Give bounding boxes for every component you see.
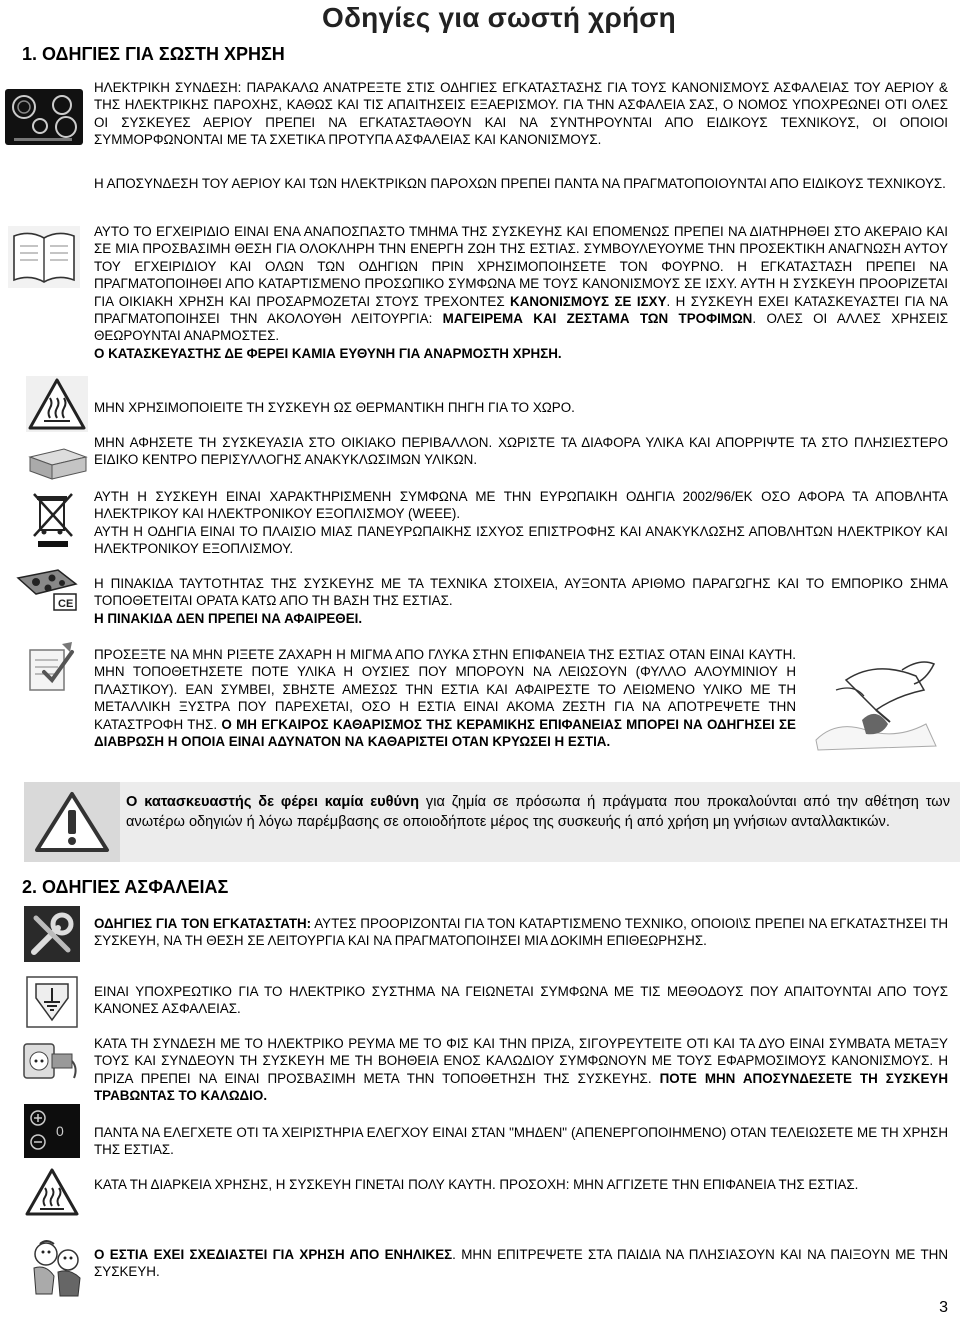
notice-bold: Ο κατασκευαστής δε φέρει καμία ευθύνη	[126, 794, 420, 810]
s1-p1: ΗΛΕΚΤΡΙΚΗ ΣΥΝΔΕΣΗ: ΠΑΡΑΚΑΛΩ ΑΝΑΤΡΕΞΤΕ ΣΤΙΣ ΟΔΗΓΙΕΣ ΕΓΚΑΤΑΣΤΑΣΗΣ ΓΙΑ ΤΟΥΣ ΚΑΝΟΝΙΣΜΟΥΣ ΑΣΦΑΛΕΙΑΣ ΤΟΥ ΑΕΡΙΟΥ & ΤΗΣ ΗΛΕΚΤΡΙΚΗΣ ΠΑΡΟΧΗΣ, ΚΑΘΩΣ ΚΑΙ ΤΙΣ ΑΠΑΙΤΗΣΕΙΣ ΕΞΑΕΡΙΣΜΟΥ. ΓΙΑ ΤΗΝ ΑΣΦΑΛΕΙΑ ΣΑΣ, Ο ΝΟΜΟΣ ΥΠΟΧΡΕΩΝΕΙ ΟΤΙ ΟΛΕΣ ΟΙ ΣΥΣΚΕΥΕΣ ΑΕΡΙΟΥ ΠΡΕΠΕΙ ΝΑ ΕΓΚΑΤΑΣΤΑΘΟΥΝ ΚΑΙ ΝΑ ΣΥΝΤΗΡΟΥΝΤΑΙ ΑΠΟ ΕΙΔΙΚΟΥΣ ΤΕΧΝΙΚΟΥΣ, ΟΙ ΟΠΟΙΟΙ ΣΥΜΜΟΡΦΩΝΟΝΤΑΙ ΜΕ ΤΑ ΣΧΕΤΙΚΑ ΠΡΟΤΥΠΑ ΑΣΦΑΛΕΙΑΣ ΚΑΙ ΚΑΝΟΝΙΣΜΟΥΣ.	[94, 80, 948, 148]
s2-installer	[94, 915, 948, 950]
s1-p2f: Ο ΚΑΤΑΣΚΕΥΑΣΤΗΣ ΔΕ ΦΕΡΕΙ ΚΑΜΙΑ ΕΥΘΥΝΗ ΓΙΑ ΑΝΑΡΜΟΣΤΗ ΧΡΗΣΗ.	[94, 345, 562, 361]
s2-p3a: ΚΑΤΑ ΤΗ ΣΥΝΔΕΣΗ ΜΕ ΤΟ ΗΛΕΚΤΡΙΚΟ ΡΕΥΜΑ ΜΕ ΤΟ ΦΙΣ ΚΑΙ ΤΗΝ ΠΡΙΖΑ, ΣΙΓΟΥΡΕΥΤΕΙΤΕ ΟΤΙ ΚΑΙ ΤΑ ΔΥΟ ΕΙΝΑΙ ΣΥΜΒΑΤΑ ΜΕΤΑΞΥ ΤΟΥΣ ΚΑΙ ΣΥΝΔΕΟΥΝ ΤΗ ΣΥΣΚΕΥΗ ΜΕ ΤΗ ΒΟΗΘΕΙΑ ΕΝΟΣ ΚΑΛΩΔΙΟΥ ΣΥΜΦΩΝΟΥΝ ΜΕ ΤΟΥΣ ΕΦΑΡΜΟΣΙΜΟΥΣ ΚΑΝΟΝΙΣΜΟΥΣ. Η ΠΡΙΖΑ ΠΡΕΠΕΙ ΝΑ ΕΙΝΑΙ ΠΡΟΣΒΑΣΙΜΗ ΜΕΤΑ ΤΗΝ ΤΟΠΟΘΕΤΗΣΗ ΤΗΣ ΣΥΣΚΕΥΗΣ.	[94, 1036, 948, 1086]
s1-no-heating: ΜΗΝ ΧΡΗΣΙΜΟΠΟΙΕΙΤΕ ΤΗ ΣΥΣΚΕΥΗ ΩΣ ΘΕΡΜΑΝΤΙΚΗ ΠΗΓΗ ΓΙΑ ΤΟ ΧΩΡΟ.	[94, 400, 575, 415]
control-knobs-icon	[24, 1104, 80, 1158]
s2-plug	[94, 1035, 948, 1105]
svg-text:CE: CE	[58, 598, 74, 610]
s1-disconnection: Η ΑΠΟΣΥΝΔΕΣΗ ΤΟΥ ΑΕΡΙΟΥ ΚΑΙ ΤΩΝ ΗΛΕΚΤΡΙΚΩΝ ΠΑΡΟΧΩΝ ΠΡΕΠΕΙ ΠΑΝΤΑ ΝΑ ΠΡΑΓΜΑΤΟΠΟΙΟΥΝΤΑΙ ΑΠΟ ΕΙΔΙΚΟΥΣ ΤΕΧΝΙΚΟΥΣ.	[94, 176, 946, 191]
s1-p5: ΑΥΤΗ Η ΣΥΣΚΕΥΗ ΕΙΝΑΙ ΧΑΡΑΚΤΗΡΙΣΜΕΝΗ ΣΥΜΦΩΝΑ ΜΕ ΤΗΝ ΕΥΡΩΠΑΙΚΗ ΟΔΗΓΙΑ 2002/96/ΕΚ ΟΣΟ ΑΦΟΡΑ ΤΑ ΑΠΟΒΛΗΤΑ ΗΛΕΚΤΡΙΚΟΥ ΚΑΙ ΗΛΕΚΤΡΟΝΙΚΟΥ ΕΞΟΠΛΙΣΜΟΥ (WEEE).	[94, 489, 948, 522]
cleaning-note-icon	[22, 638, 78, 694]
s1-p2a: ΑΥΤΟ ΤΟ ΕΓΧΕΙΡΙΔΙΟ ΕΙΝΑΙ ΕΝΑ ΑΝΑΠΟΣΠΑΣΤΟ ΤΜΗΜΑ ΤΗΣ ΣΥΣΚΕΥΗΣ ΚΑΙ ΕΠΟΜΕΝΩΣ ΠΡΕΠΕΙ ΝΑ ΔΙΑΤΗΡΗΘΕΙ ΣΤΟ ΑΚΕΡΑΙΟ ΚΑΙ ΣΕ ΜΙΑ ΠΡΟΣΒΑΣΙΜΗ ΘΕΣΗ ΓΙΑ ΟΛΟΚΛΗΡΗ ΤΗΝ ΕΝΕΡΓΗ ΖΩΗ ΤΗΣ ΕΣΤΙΑΣ. ΣΥΜΒΟΥΛΕΥΟΥΜΕ ΤΗΝ ΠΡΟΣΕΚΤΙΚΗ ΑΝΑΓΝΩΣΗ ΑΥΤΟΥ ΤΟΥ ΕΓΧΕΙΡΙΔΙΟΥ ΚΑΙ ΟΛΩΝ ΤΩΝ ΟΔΗΓΙΩΝ ΠΡΙΝ ΧΡΗΣΙΜΟΠΟΙΗΣΕΤΕ ΤΟΝ ΦΟΥΡΝΟ. Η ΕΓΚΑΤΑΣΤΑΣΗ ΠΡΕΠΕΙ ΝΑ ΠΡΑΓΜΑΤΟΠΟΙΗΘΕΙ ΑΠΟ ΚΑΤΑΡΤΙΣΜΕΝΟ ΠΡΟΣΩΠΙΚΟ ΣΥΜΦΩΝΑ ΜΕ ΤΟΥΣ ΚΑΝΟΝΙΣΜΟΥΣ ΣΕ ΙΣΧΥ. ΑΥΤΗ Η ΣΥΣΚΕΥΗ ΠΡΟΟΡΙΖΕΤΑΙ ΓΙΑ ΟΙΚΙΑΚΗ ΧΡΗΣΗ ΚΑΙ ΠΡΟΣΑΡΜΟΖΕΤΑΙ ΣΤΟΥΣ ΤΡΕΧΟΝΤΕΣ	[94, 224, 948, 309]
s1-weee	[94, 488, 948, 558]
earthing-plug-icon	[26, 976, 78, 1028]
svg-text:0: 0	[56, 1123, 64, 1139]
manual-book-icon	[8, 226, 80, 288]
tools-icon	[24, 906, 80, 962]
s2-p1a: ΟΔΗΓΙΕΣ ΓΙΑ ΤΟΝ ΕΓΚΑΤΑΣΤΑΤΗ:	[94, 916, 312, 931]
page-title: Οδηγίες για σωστή χρήση	[322, 2, 676, 33]
rating-plate-ce-icon	[14, 566, 78, 612]
s2-p3b: ΠΟΤΕ ΜΗΝ ΑΠΟΣΥΝΔΕΣΕΤΕ ΤΗ ΣΥΣΚΕΥΗ ΤΡΑΒΩΝΤΑΣ ΤΟ ΚΑΛΩΔΙΟ.	[94, 1070, 948, 1104]
s1-manual-paragraph	[94, 223, 948, 362]
s2-children	[94, 1246, 948, 1281]
crossed-bin-weee-icon	[30, 490, 76, 548]
section-1-heading: 1. ΟΔΗΓΙΕΣ ΓΙΑ ΣΩΣΤΗ ΧΡΗΣΗ	[22, 44, 285, 64]
s1-cleaning	[94, 646, 796, 750]
hob-panel-icon	[4, 88, 84, 146]
s1-p6: Η ΠΙΝΑΚΙΔΑ ΤΑΥΤΟΤΗΤΑΣ ΤΗΣ ΣΥΣΚΕΥΗΣ ΜΕ ΤΑ ΤΕΧΝΙΚΑ ΣΤΟΙΧΕΙΑ, ΑΥΞΟΝΤΑ ΑΡΙΘΜΟ ΠΑΡΑΓΩΓΗΣ ΚΑΙ ΤΟ ΕΜΠΟΡΙΚΟ ΣΗΜΑ ΤΟΠΟΘΕΤΕΙΤΑΙ ΟΡΑΤΑ ΚΑΤΩ ΑΠΟ ΤΗ ΒΑΣΗ ΤΗΣ ΕΣΤΙΑΣ.	[94, 576, 948, 609]
page-number: 3	[939, 1299, 948, 1316]
s2-p6b: . ΜΗΝ ΕΠΙΤΡΕΨΕΤΕ ΣΤΑ ΠΑΙΔΙΑ ΝΑ ΠΛΗΣΙΑΣΟΥΝ ΚΑΙ ΝΑ ΠΑΙΞΟΥΝ ΜΕ ΤΗΝ ΣΥΣΚΕΥΗ.	[94, 1247, 948, 1280]
s1-packaging: ΜΗΝ ΑΦΗΣΕΤΕ ΤΗ ΣΥΣΚΕΥΑΣΙΑ ΣΤΟ ΟΙΚΙΑΚΟ ΠΕΡΙΒΑΛΛΟΝ. ΧΩΡΙΣΤΕ ΤΑ ΔΙΑΦΟΡΑ ΥΛΙΚΑ ΚΑΙ ΑΠΟΡΡΙΨΤΕ ΤΑ ΣΤΟ ΠΛΗΣΙΕΣΤΕΡΟ ΕΙΔΙΚΟ ΚΕΝΤΡΟ ΠΕΡΙΣΥΛΛΟΓΗΣ ΑΝΑΚΥΚΛΩΣΙΜΩΝ ΥΛΙΚΩΝ.	[94, 435, 948, 468]
scraper-cleaning-illustration	[806, 650, 944, 756]
notice-text	[120, 782, 960, 862]
warning-triangle-icon	[33, 790, 111, 854]
manufacturer-notice	[24, 782, 960, 862]
section-2-heading: 2. ΟΔΗΓΙΕΣ ΑΣΦΑΛΕΙΑΣ	[22, 877, 229, 897]
s1-electrical-connection	[94, 79, 948, 149]
packaging-box-icon	[24, 443, 90, 483]
s1-p2c: . Η ΣΥΣΚΕΥΗ ΕΧΕΙ ΚΑΤΑΣΚΕΥΑΣΤΕΙ ΓΙΑ ΝΑ ΠΡΑΓΜΑΤΟΠΟΙΗΣΕΙ ΤΗΝ ΑΚΟΛΟΥΘΗ ΛΕΙΤΟΥΡΓΙΑ:	[94, 293, 948, 327]
s1-p2b: ΚΑΝΟΝΙΣΜΟΥΣ ΣΕ ΙΣΧΥ	[510, 293, 667, 309]
notice-body: για ζημία σε πρόσωπα ή πράγματα που προκαλούνται από την αθέτηση των ανωτέρω οδηγιών ή λόγω παρέμβασης σε οποιοδήποτε μέρος της συσκευής ή από χρήση μη γνήσιων ανταλλακτικών.	[126, 794, 950, 830]
hot-surface-warning-icon	[26, 376, 88, 432]
s1-p2e: . ΟΛΕΣ ΟΙ ΑΛΛΕΣ ΧΡΗΣΕΙΣ ΘΕΩΡΟΥΝΤΑΙ ΑΝΑΡΜΟΣΤΕΣ.	[94, 311, 949, 344]
s2-p1b: ΑΥΤΕΣ ΠΡΟΟΡΙΖΟΝΤΑΙ ΓΙΑ ΤΟΝ ΚΑΤΑΡΤΙΣΜΕΝΟ ΤΕΧΝΙΚΟ, ΟΠΟΙΟΙ\Σ ΠΡΕΠΕΙ ΝΑ ΕΓΚΑΤΑΣΤΗΣΕΙ ΤΗ ΣΥΣΚΕΥΗ, ΝΑ ΤΗ ΘΕΣΗ ΣΕ ΛΕΙΤΟΥΡΓΙΑ ΚΑΙ ΝΑ ΠΡΑΓΜΑΤΟΠΟΙΗΣΕΙ ΜΙΑ ΔΟΚΙΜΗ ΕΠΙΘΕΩΡΗΣΗΣ.	[94, 916, 948, 949]
s2-p6a: Ο ΕΣΤΙΑ ΕΧΕΙ ΣΧΕΔΙΑΣΤΕΙ ΓΙΑ ΧΡΗΣΗ ΑΠΟ ΕΝΗΛΙΚΕΣ	[94, 1247, 453, 1262]
s1-rating-plate	[94, 575, 948, 627]
s1-p2d: ΜΑΓΕΙΡΕΜΑ ΚΑΙ ΖΕΣΤΑΜΑ ΤΩΝ ΤΡΟΦΙΜΩΝ	[442, 311, 753, 327]
children-cartoon-icon	[24, 1236, 86, 1300]
s2-earthing: ΕΙΝΑΙ ΥΠΟΧΡΕΩΤΙΚΟ ΓΙΑ ΤΟ ΗΛΕΚΤΡΙΚΟ ΣΥΣΤΗΜΑ ΝΑ ΓΕΙΩΝΕΤΑΙ ΣΥΜΦΩΝΑ ΜΕ ΤΙΣ ΜΕΘΟΔΟΥΣ ΠΟΥ ΑΠΑΙΤΟΥΝΤΑΙ ΑΠΟ ΤΟΥΣ ΚΑΝΟΝΕΣ ΑΣΦΑΛΕΙΑΣ.	[94, 984, 948, 1017]
s2-hot-surface: ΚΑΤΑ ΤΗ ΔΙΑΡΚΕΙΑ ΧΡΗΣΗΣ, Η ΣΥΣΚΕΥΗ ΓΙΝΕΤΑΙ ΠΟΛΥ ΚΑΥΤΗ. ΠΡΟΣΟΧΗ: ΜΗΝ ΑΓΓΙΖΕΤΕ ΤΗΝ ΕΠΙΦΑΝΕΙΑ ΤΗΣ ΕΣΤΙΑΣ.	[94, 1177, 859, 1192]
s1-p7a: ΠΡΟΣΕΞΤΕ ΝΑ ΜΗΝ ΡΙΞΕΤΕ ΖΑΧΑΡΗ Η ΜΙΓΜΑ ΑΠΟ ΓΛΥΚΑ ΣΤΗΝ ΕΠΙΦΑΝΕΙΑ ΤΗΣ ΕΣΤΙΑΣ ΟΤΑΝ ΕΙΝΑΙ ΚΑΥΤΗ. ΜΗΝ ΤΟΠΟΘΕΤΗΣΕΤΕ ΠΟΤΕ ΥΛΙΚΑ Η ΟΥΣΙΕΣ ΠΟΥ ΜΠΟΡΟΥΝ ΝΑ ΛΕΙΩΣΟΥΝ (ΦΥΛΛΟ ΑΛΟΥΜΙΝΙΟΥ Η ΠΛΑΣΤΙΚΟΥ). ΕΑΝ ΣΥΜΒΕΙ, ΣΒΗΣΤΕ ΑΜΕΣΩΣ ΤΗΝ ΕΣΤΙΑ ΚΑΙ ΑΦΑΙΡΕΣΤΕ ΤΟ ΛΕΙΩΜΕΝΟ ΥΛΙΚΟ ΜΕ ΤΗ ΜΕΤΑΛΛΙΚΗ ΞΥΣΤΡΑ ΠΟΥ ΠΑΡΕΧΕΤΑΙ, ΟΣΟ Η ΕΣΤΙΑ ΕΙΝΑΙ ΑΚΟΜΑ ΖΕΣΤΗ ΓΙΑ ΝΑ ΑΠΟΤΡΕΨΕΤΕ ΤΗΝ ΚΑΤΑΣΤΡΟΦΗ ΤΗΣ.	[94, 647, 796, 732]
s2-controls-zero: ΠΑΝΤΑ ΝΑ ΕΛΕΓΧΕΤΕ ΟΤΙ ΤΑ ΧΕΙΡΙΣΤΗΡΙΑ ΕΛΕΓΧΟΥ ΕΙΝΑΙ ΣΤΑΝ "ΜΗΔΕΝ" (ΑΠΕΝΕΡΓΟΠΟΙΗΜΕΝΟ) ΟΤΑΝ ΤΕΛΕΙΩΣΕΤΕ ΜΕ ΤΗ ΧΡΗΣΗ ΤΗΣ ΕΣΤΙΑΣ.	[94, 1125, 948, 1158]
s1-p6b: Η ΠΙΝΑΚΙΔΑ ΔΕΝ ΠΡΕΠΕΙ ΝΑ ΑΦΑΙΡΕΘΕΙ.	[94, 610, 363, 626]
s1-p7b: Ο ΜΗ ΕΓΚΑΙΡΟΣ ΚΑΘΑΡΙΣΜΟΣ ΤΗΣ ΚΕΡΑΜΙΚΗΣ ΕΠΙΦΑΝΕΙΑΣ ΜΠΟΡΕΙ ΝΑ ΟΔΗΓΗΣΕΙ ΣΕ ΔΙΑΒΡΩΣΗ Η ΟΠΟΙΑ ΕΙΝΑΙ ΑΔΥΝΑΤΟΝ ΝΑ ΚΑΘΑΡΙΣΤΕΙ ΟΤΑΝ ΚΡΥΩΣΕΙ Η ΕΣΤΙΑ.	[94, 716, 796, 750]
hot-surface-warning-icon-2	[24, 1166, 80, 1218]
s1-p5b: ΑΥΤΗ Η ΟΔΗΓΙΑ ΕΙΝΑΙ ΤΟ ΠΛΑΙΣΙΟ ΜΙΑΣ ΠΑΝΕΥΡΩΠΑΙΚΗΣ ΙΣΧΥΟΣ ΕΠΙΣΤΡΟΦΗΣ ΚΑΙ ΑΝΑΚΥΚΛΩΣΗΣ ΑΠΟΒΛΗΤΩΝ ΗΛΕΚΤΡΙΚΟΥ ΚΑΙ ΗΛΕΚΤΡΟΝΙΚΟΥ ΕΞΟΠΛΙΣΜΟΥ.	[94, 523, 948, 557]
plug-socket-icon	[22, 1038, 80, 1084]
